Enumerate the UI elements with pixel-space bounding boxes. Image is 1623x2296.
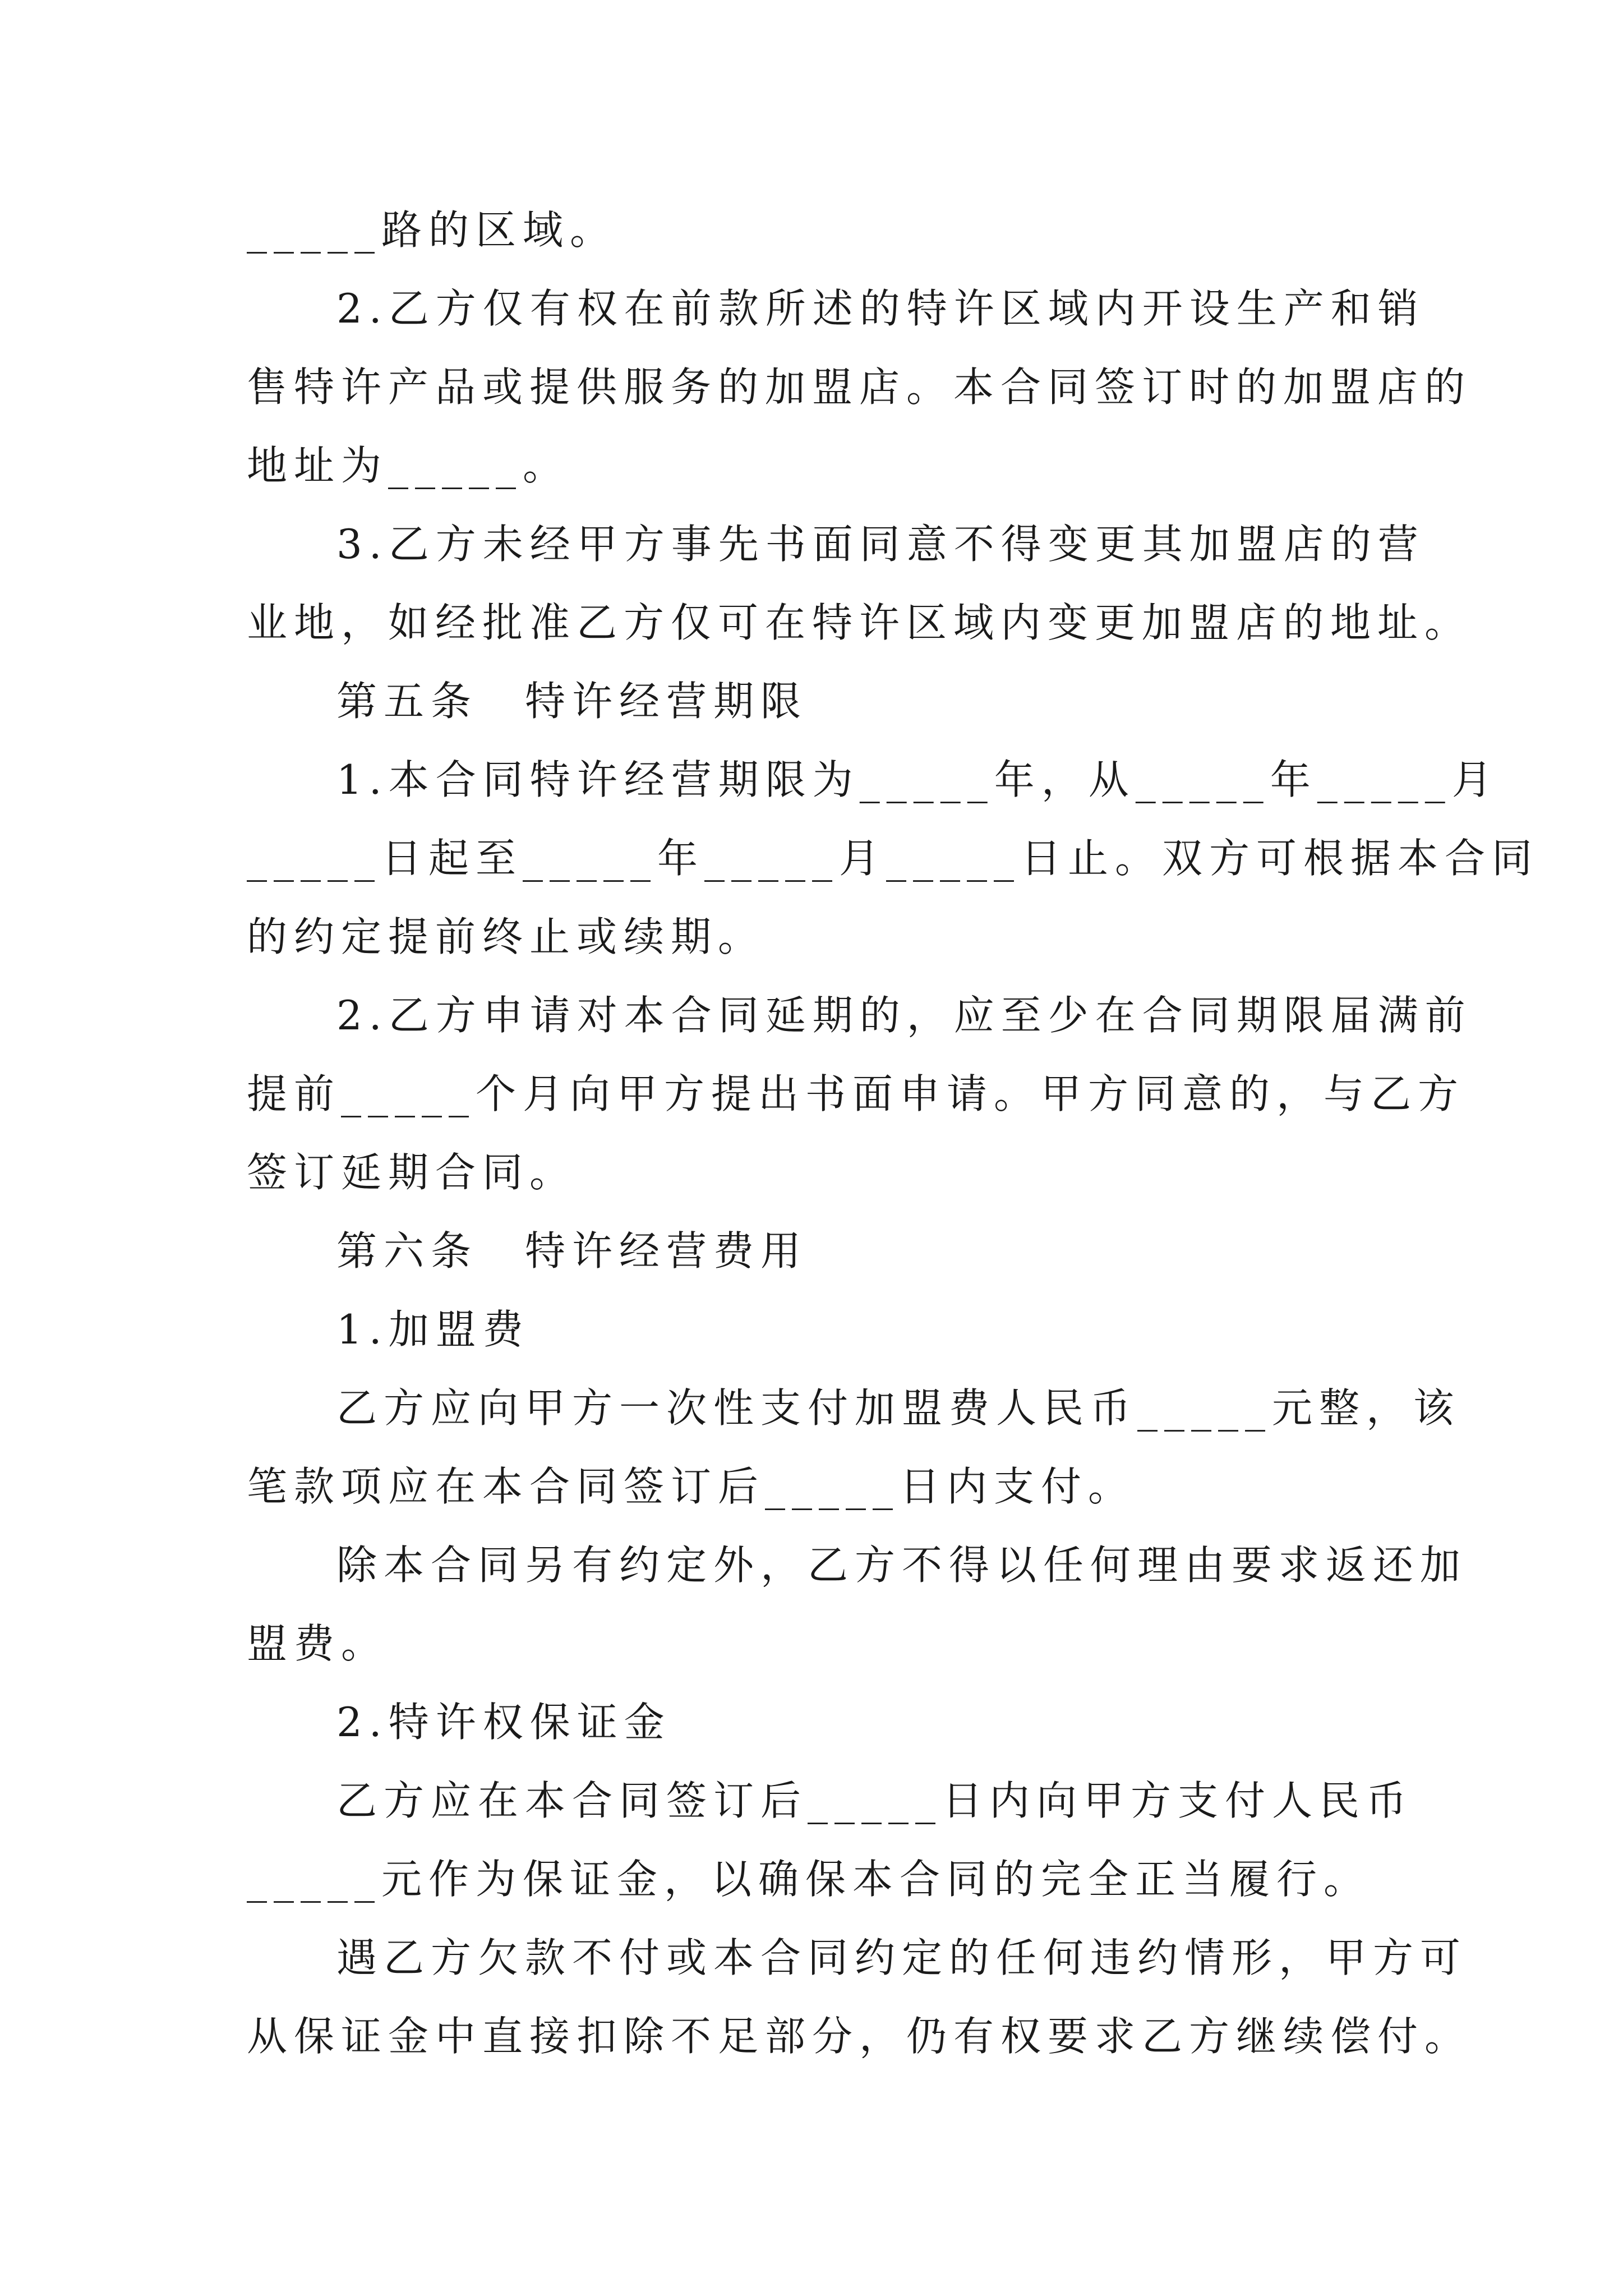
text-line-3: 售特许产品或提供服务的加盟店。本合同签订时的加盟店的	[247, 364, 1472, 411]
text-line-8: 1.本合同特许经营期限为_____年，从_____年_____月	[336, 756, 1499, 803]
text-line-9: _____日起至_____年_____月_____日止。双方可根据本合同	[247, 835, 1539, 882]
text-line-6: 业地，如经批准乙方仅可在特许区域内变更加盟店的地址。	[247, 599, 1472, 646]
text-line-12: 提前_____个月向甲方提出书面申请。甲方同意的，与乙方	[247, 1070, 1465, 1117]
text-line-23: 遇乙方欠款不付或本合同约定的任何违约情形，甲方可	[336, 1934, 1468, 1981]
text-line-19: 盟费。	[247, 1620, 389, 1667]
text-line-21: 乙方应在本合同签订后_____日内向甲方支付人民币	[336, 1777, 1414, 1824]
section-heading-6: 第六条 特许经营费用	[336, 1227, 808, 1274]
text-line-13: 签订延期合同。	[247, 1149, 577, 1196]
text-line-16: 乙方应向甲方一次性支付加盟费人民币_____元整，该	[336, 1384, 1461, 1432]
text-line-22: _____元作为保证金，以确保本合同的完全正当履行。	[247, 1856, 1371, 1903]
subheading-deposit: 2.特许权保证金	[336, 1699, 671, 1746]
text-line-1: _____路的区域。	[247, 206, 617, 254]
text-line-18: 除本合同另有约定外，乙方不得以任何理由要求返还加	[336, 1542, 1468, 1589]
text-line-5: 3.乙方未经甲方事先书面同意不得变更其加盟店的营	[336, 521, 1425, 568]
text-line-17: 笔款项应在本合同签订后_____日内支付。	[247, 1463, 1136, 1510]
section-heading-5: 第五条 特许经营期限	[336, 678, 808, 725]
text-line-10: 的约定提前终止或续期。	[247, 913, 766, 960]
text-line-11: 2.乙方申请对本合同延期的，应至少在合同期限届满前	[336, 992, 1472, 1039]
text-line-24: 从保证金中直接扣除不足部分，仍有权要求乙方继续偿付。	[247, 2013, 1472, 2060]
subheading-franchise-fee: 1.加盟费	[336, 1306, 530, 1353]
text-line-2: 2.乙方仅有权在前款所述的特许区域内开设生产和销	[336, 285, 1425, 332]
text-line-4: 地址为_____。	[247, 442, 570, 489]
